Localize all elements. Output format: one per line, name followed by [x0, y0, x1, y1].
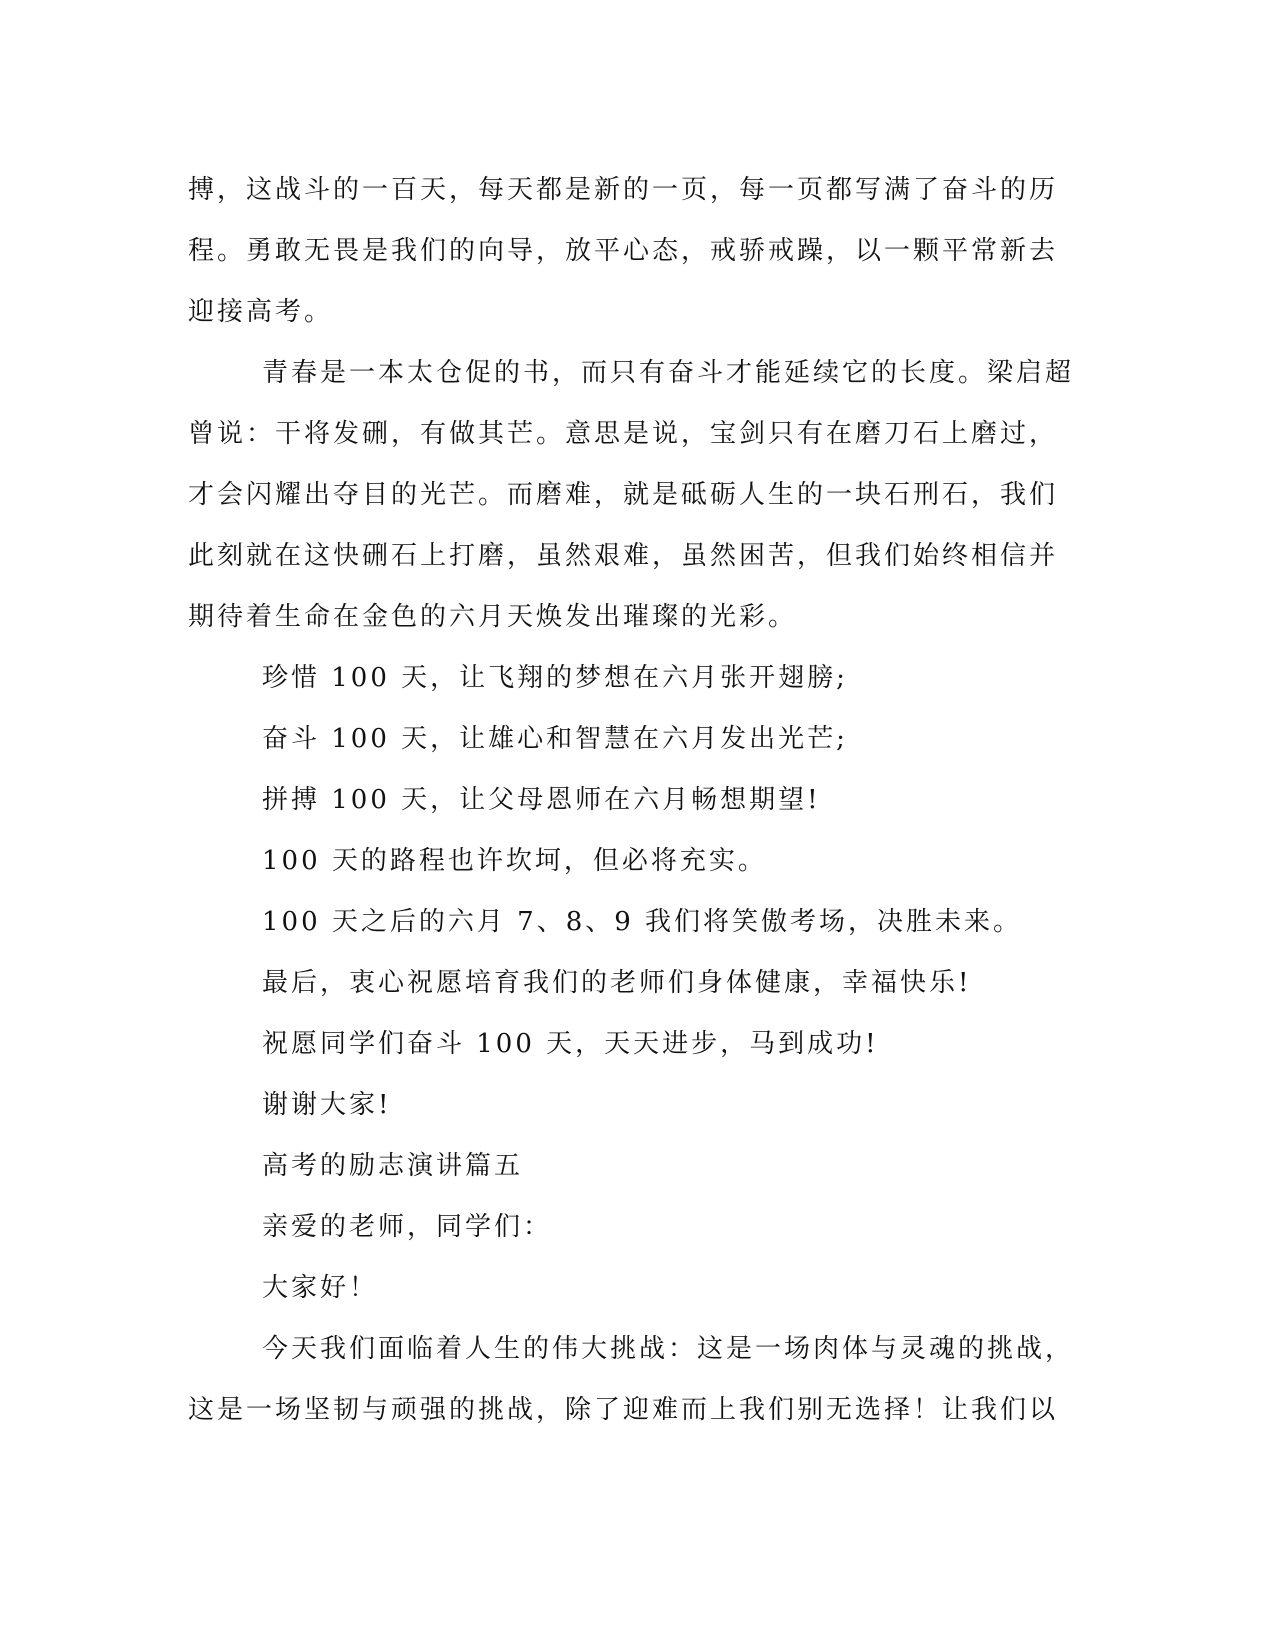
paragraph: [188, 709, 1068, 770]
paragraph: [188, 770, 1068, 831]
text-line: 此刻就在这快硎石上打磨，虽然艰难，虽然困苦，但我们始终相信并: [188, 541, 1059, 571]
paragraph: [188, 160, 1068, 343]
text-line: 最后，衷心祝愿培育我们的老师们身体健康，幸福快乐!: [262, 968, 972, 998]
paragraph: [188, 1136, 1068, 1197]
text-line: 青春是一本太仓促的书，而只有奋斗才能延续它的长度。梁启超: [262, 358, 1075, 388]
text-line: 期待着生命在金色的六月天焕发出璀璨的光彩。: [188, 602, 798, 632]
text-line: 100 天的路程也许坎坷，但必将充实。: [262, 846, 767, 876]
text-line: 搏，这战斗的一百天，每天都是新的一页，每一页都写满了奋斗的历: [188, 175, 1059, 205]
paragraph: [188, 953, 1068, 1014]
paragraph: [188, 1197, 1068, 1258]
text-line: 祝愿同学们奋斗 100 天，天天进步，马到成功!: [262, 1029, 879, 1059]
paragraph: [188, 1258, 1068, 1319]
paragraph: [188, 343, 1075, 648]
text-line: 拼搏 100 天，让父母恩师在六月畅想期望!: [262, 785, 821, 815]
paragraph: [188, 1075, 1068, 1136]
text-line: 奋斗 100 天，让雄心和智慧在六月发出光芒;: [262, 724, 848, 754]
text-line: 高考的励志演讲篇五: [262, 1151, 524, 1181]
paragraph: [188, 1319, 1075, 1441]
paragraph: [188, 831, 1068, 892]
text-line: 这是一场坚韧与顽强的挑战，除了迎难而上我们别无选择！让我们以: [188, 1395, 1059, 1425]
text-line: 迎接高考。: [188, 297, 334, 327]
text-line: 大家好！: [262, 1273, 379, 1303]
paragraph: [188, 1014, 1068, 1075]
text-line: 曾说：干将发硎，有做其芒。意思是说，宝剑只有在磨刀石上磨过，: [188, 419, 1059, 449]
text-line: 今天我们面临着人生的伟大挑战：这是一场肉体与灵魂的挑战，: [262, 1334, 1075, 1364]
text-line: 谢谢大家!: [262, 1090, 392, 1120]
text-line: 珍惜 100 天，让飞翔的梦想在六月张开翅膀;: [262, 663, 848, 693]
paragraph: [188, 892, 1068, 953]
text-line: 亲爱的老师，同学们：: [262, 1212, 553, 1242]
text-line: 才会闪耀出夺目的光芒。而磨难，就是砥砺人生的一块石刑石，我们: [188, 480, 1059, 510]
text-line: 程。勇敢无畏是我们的向导，放平心态，戒骄戒躁，以一颗平常新去: [188, 236, 1059, 266]
document-body: [188, 160, 1075, 1441]
text-line: 100 天之后的六月 7、8、9 我们将笑傲考场，决胜未来。: [262, 907, 1023, 937]
paragraph: [188, 648, 1068, 709]
